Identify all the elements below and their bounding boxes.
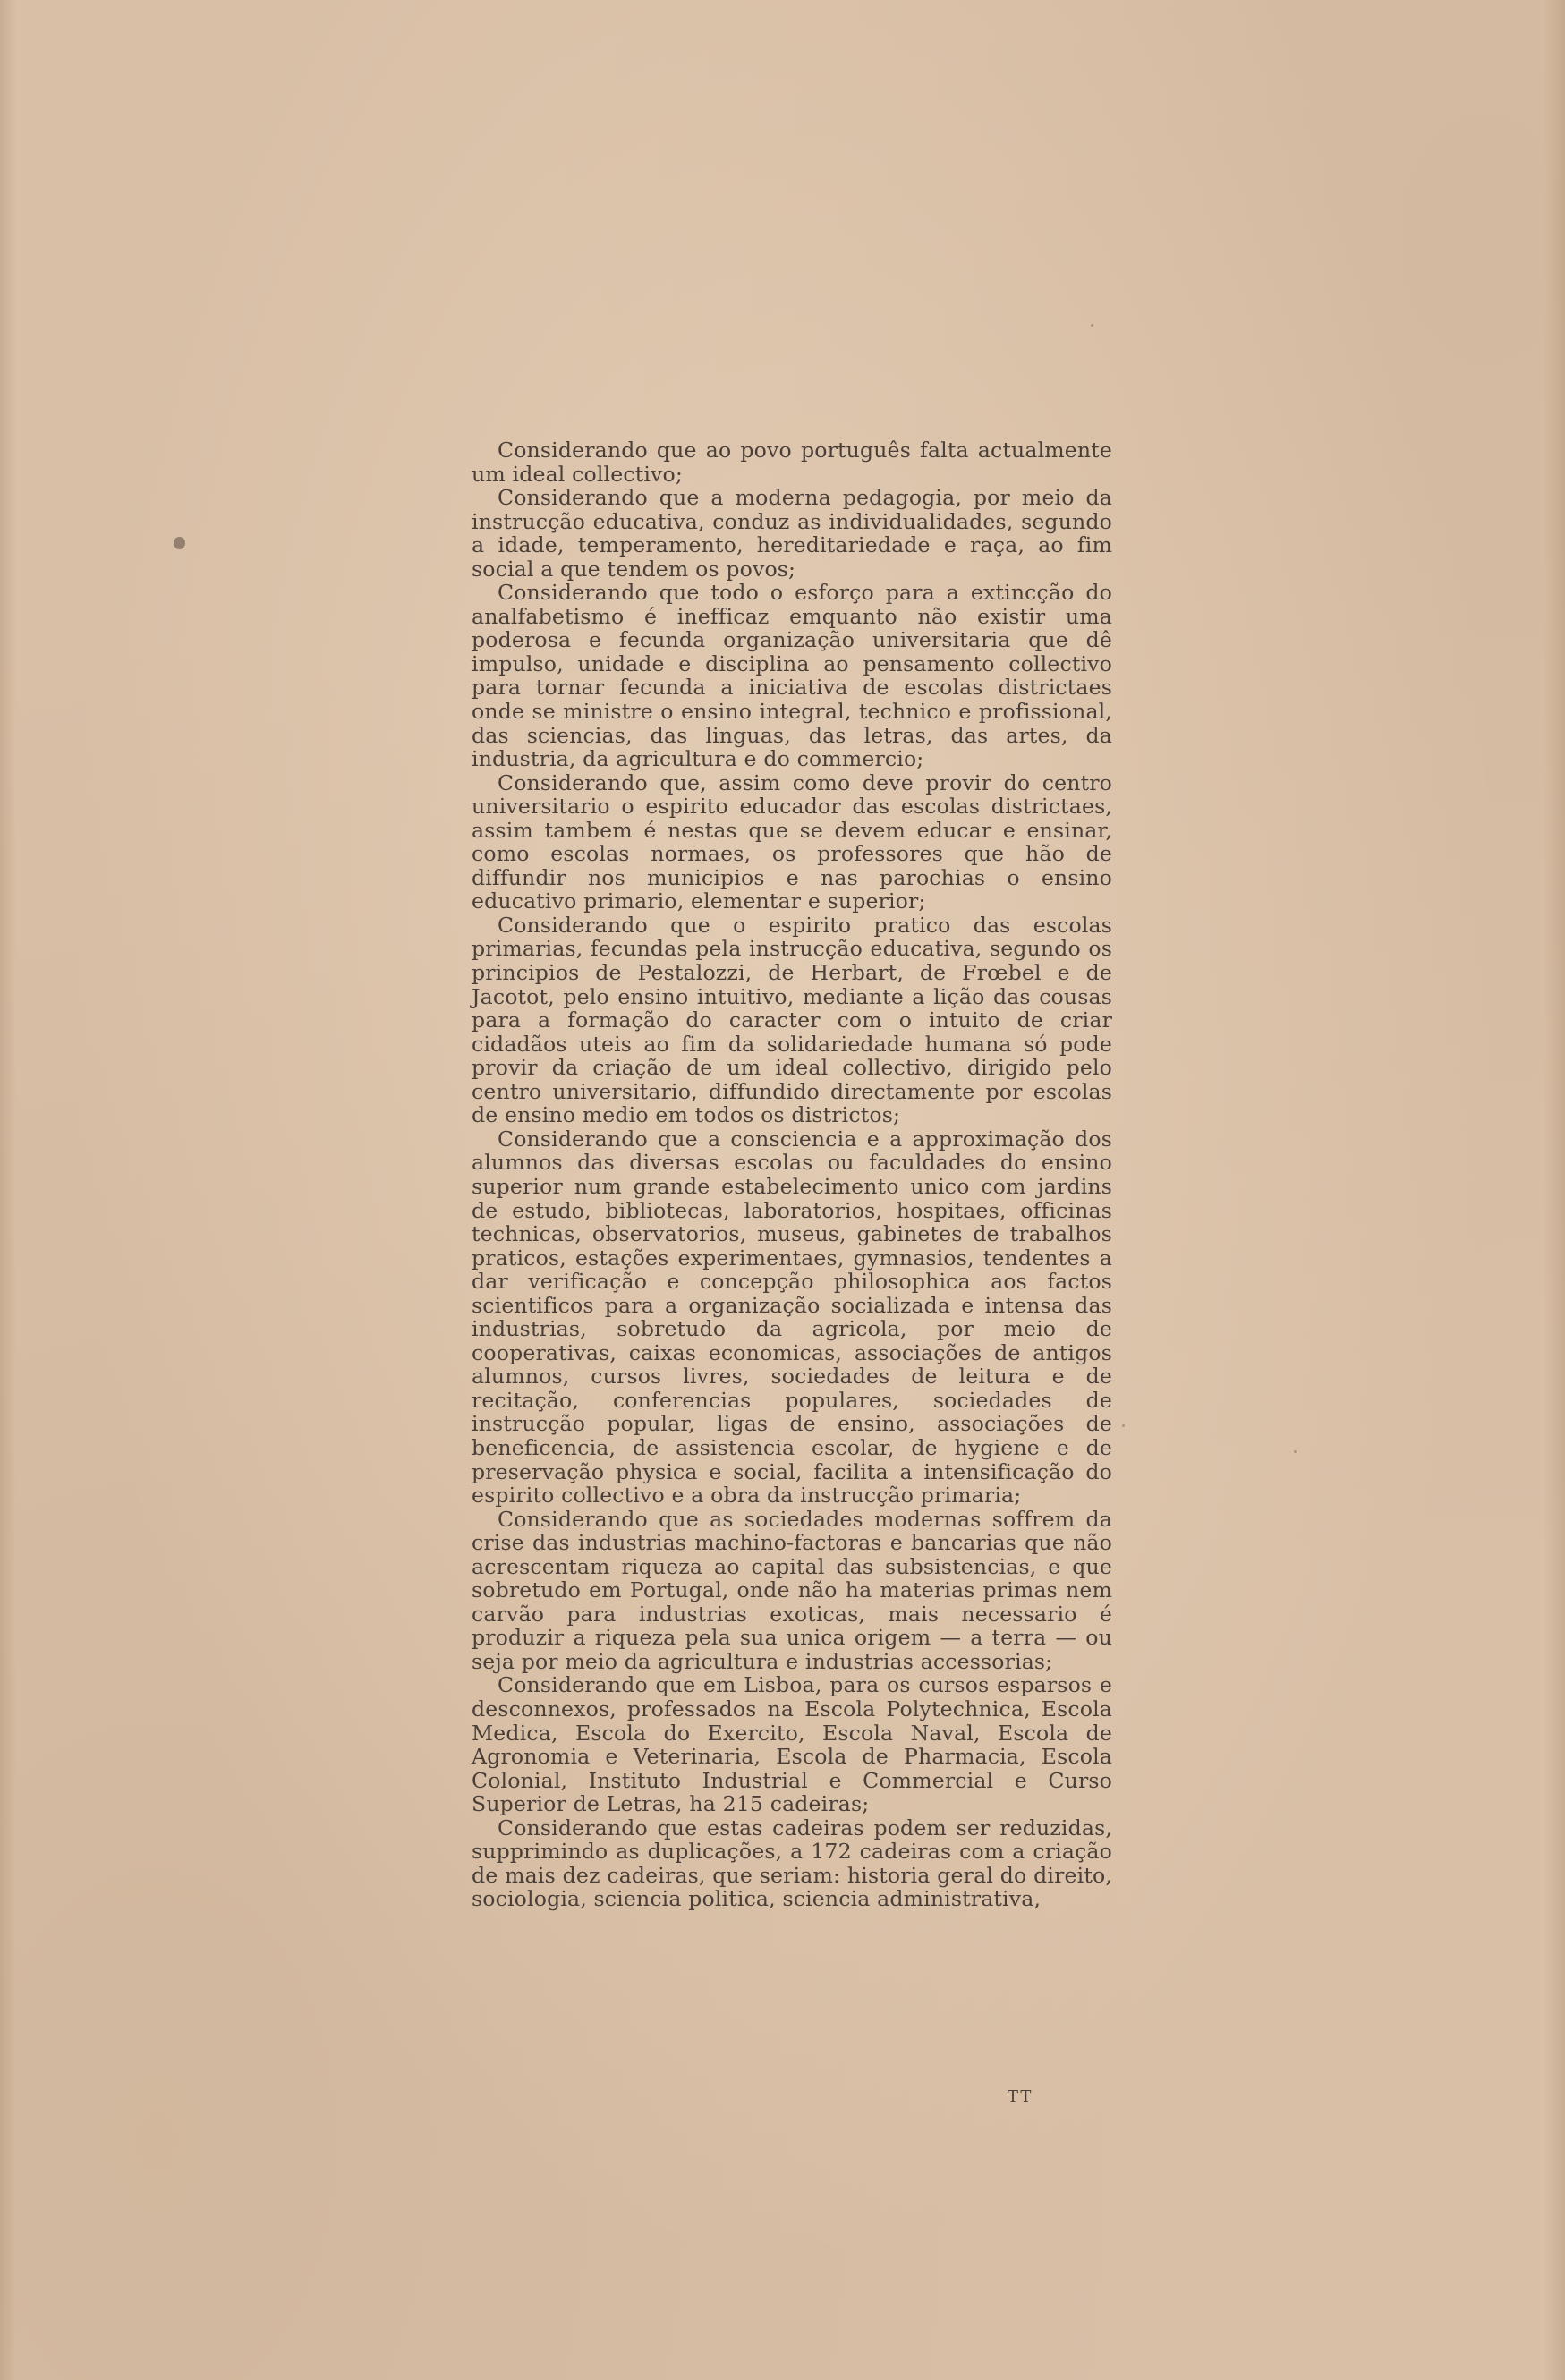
paragraph: Considerando que a moderna pedagogia, por meio da instrucção educativa, conduz as individualidades, segundo a idade, temperamento, hereditariedade e raça, ao fim social a que tendem os povos; xyxy=(472,485,1112,582)
paragraph: Considerando que, assim como deve provir do centro universitario o espirito educador das escolas districtaes, assim tambem é nestas que se devem educar e ensinar, como escolas normaes, os professores que hão de diffundir nos municipios e nas parochias o ensino educativo primario, elementar e superior; xyxy=(472,769,1112,914)
paragraph: Considerando que as sociedades modernas soffrem da crise das industrias machino-factoras e bancarias que não acrescentam riqueza ao capital das subsistencias, e que sobretudo em Portugal, onde não ha materias primas nem carvão para industrias exoticas, mais necessario é produzir a riqueza pela sua unica origem — a terra — ou seja por meio da agricultura e industrias accessorias; xyxy=(472,1506,1112,1674)
paragraph: Considerando que todo o esforço para a extincção do analfabetismo é inefficaz emquanto não existir uma poderosa e fecunda organização universitaria que dê impulso, unidade e disciplina ao pensamento collectivo para tornar fecunda a iniciativa de escolas districtaes onde se ministre o ensino integral, technico e profissional, das sciencias, das linguas, das letras, das artes, da industria, da agricultura e do commercio; xyxy=(472,580,1112,772)
paragraph: Considerando que estas cadeiras podem ser reduzidas, supprimindo as duplicações, a 172 cadeiras com a criação de mais dez cadeiras, que seriam: historia geral do direito, sociologia, sciencia politica, sciencia administrativa, xyxy=(472,1815,1112,1912)
paragraph: Considerando que o espirito pratico das escolas primarias, fecundas pela instrucção educativa, segundo os principios de Pestalozzi, de Herbart, de Frœbel e de Jacotot, pelo ensino intuitivo, mediante a lição das cousas para a formação do caracter com o intuito de criar cidadãos uteis ao fim da solidariedade humana só pode provir da criação de um ideal collectivo, dirigido pelo centro universitario, diffundido directamente por escolas de ensino medio em todos os districtos; xyxy=(472,912,1112,1128)
page-edge-shadow-right xyxy=(1544,0,1565,2380)
paper-speck xyxy=(1122,1424,1125,1427)
ink-spot xyxy=(174,537,185,549)
paragraph: Considerando que a consciencia e a approximação dos alumnos das diversas escolas ou faculdades do ensino superior num grande estabelecimento unico com jardins de estudo, bibliotecas, laboratorios, hospitaes, officinas technicas, observatorios, museus, gabinetes de trabalhos praticos, estações experimentaes, gymnasios, tendentes a dar verificação e concepção philosophica aos factos scientificos para a organização socializada e intensa das industrias, sobretudo da agricola, por meio de cooperativas, caixas economicas, associações de antigos alumnos, cursos livres, sociedades de leitura e de recitação, conferencias populares, sociedades de instrucção popular, ligas de ensino, associações de beneficencia, de assistencia escolar, de hygiene e de preservação physica e social, facilita a intensificação do espirito collectivo e a obra da instrucção primaria; xyxy=(472,1126,1112,1509)
document-body xyxy=(472,438,1112,1911)
page-edge-shadow-left xyxy=(0,0,16,2380)
paragraph: Considerando que em Lisboa, para os cursos esparsos e desconnexos, professados na Escola Polytechnica, Escola Medica, Escola do Exercito, Escola Naval, Escola de Agronomia e Veterinaria, Escola de Pharmacia, Escola Colonial, Instituto Industrial e Commercial e Curso Superior de Letras, ha 215 cadeiras; xyxy=(472,1672,1112,1817)
signature-mark: TT xyxy=(1008,2087,1033,2106)
paper-speck xyxy=(1091,324,1093,327)
paragraph: Considerando que ao povo português falta actualmente um ideal collectivo; xyxy=(472,438,1112,487)
paper-speck xyxy=(1294,1450,1297,1453)
